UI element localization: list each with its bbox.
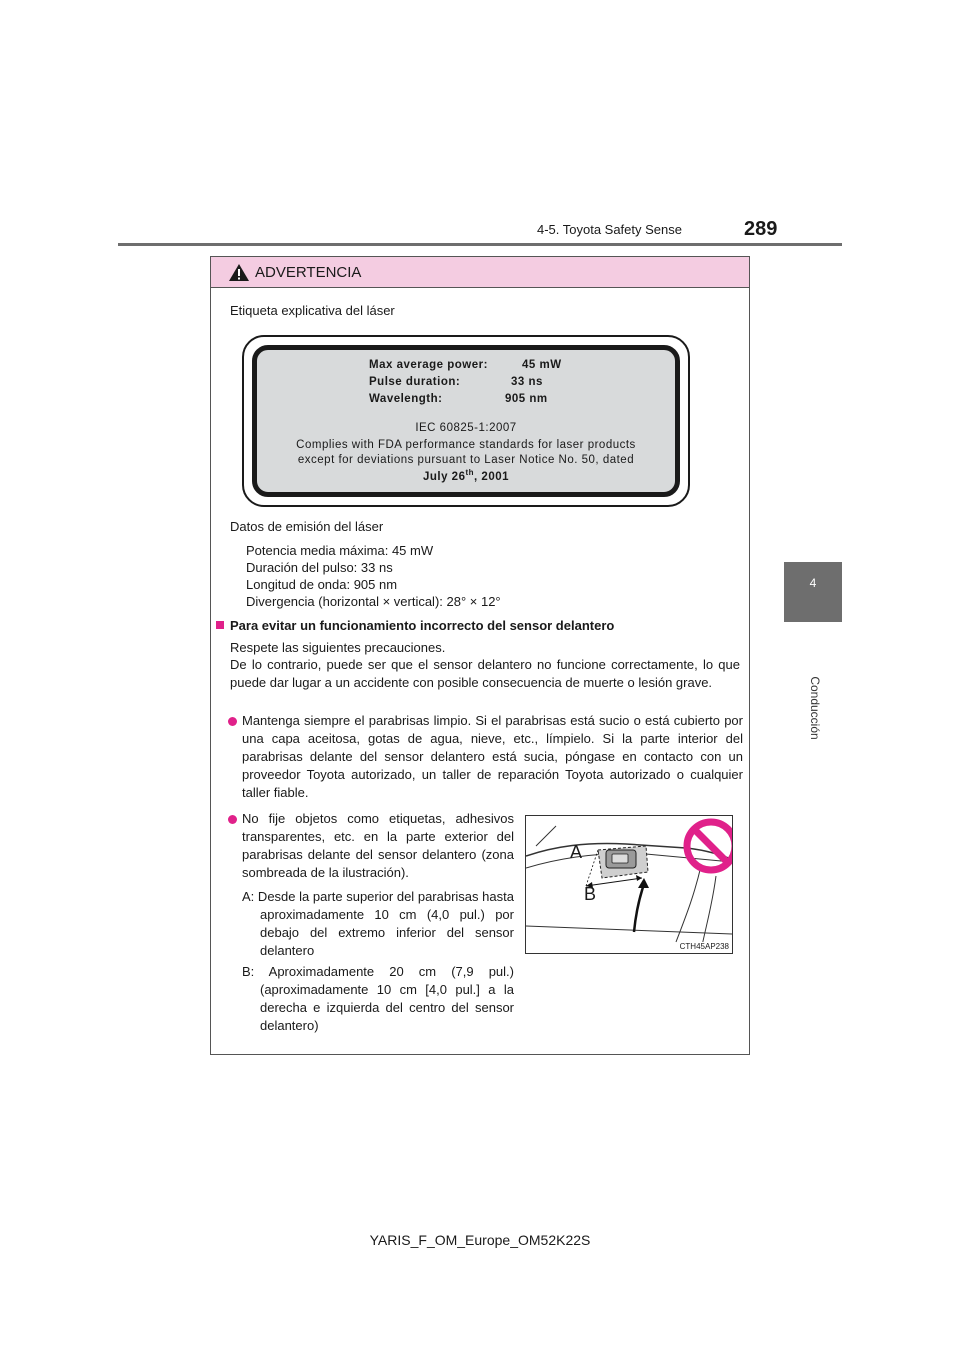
label-power-key: Max average power: [369, 359, 488, 371]
header-rule [118, 243, 842, 246]
subheading: Para evitar un funcionamiento incorrecto del sensor delantero [230, 618, 615, 633]
windshield-figure [525, 815, 733, 954]
bullet-windshield-clean: Mantenga siempre el parabrisas limpio. Si el parabrisas está sucio o está cubierto por una capa aceitosa, gotas de agua, nieve, etc., límpielo. Si la parte interior del parabrisas delante del sensor delantero está sucia, póngase en contacto con un proveedor Toyota autorizado, un taller de reparación Toyota autorizado o cualquier taller fiable. [242, 713, 743, 800]
emission-item: Longitud de onda: 905 nm [246, 577, 398, 592]
warning-box [210, 256, 750, 1055]
label-pulse-key: Pulse duration: [369, 376, 461, 388]
label-standard: IEC 60825-1:2007 [415, 422, 517, 434]
emission-item: Potencia media máxima: 45 mW [246, 543, 434, 558]
emission-item: Duración del pulso: 33 ns [246, 560, 393, 575]
label-caption: Etiqueta explicativa del láser [230, 303, 395, 318]
figure-code: CTH45AP238 [679, 942, 729, 951]
chapter-tab[interactable] [784, 562, 842, 622]
windshield-illustration [526, 816, 732, 953]
emission-title: Datos de emisión del láser [230, 519, 384, 534]
label-compliance-1: Complies with FDA performance standards for laser products [296, 439, 636, 451]
square-bullet-icon [216, 621, 224, 629]
figure-label-a: A [570, 842, 583, 862]
laser-label-inner [252, 345, 680, 497]
label-compliance-2: except for deviations pursuant to Laser Notice No. 50, dated [297, 454, 635, 466]
intro-paragraph: De lo contrario, puede ser que el sensor delantero no funcione correctamente, lo que puede dar lugar a un accidente con posible consecuencia de muerte o lesión grave. [230, 657, 740, 690]
label-pulse-value: 33 ns [511, 376, 543, 388]
section-title: 4-5. Toyota Safety Sense [536, 222, 682, 237]
chapter-name: Conducción [808, 676, 822, 740]
chapter-number: 4 [809, 576, 817, 590]
intro-line: Respete las siguientes precauciones. [230, 640, 446, 655]
round-bullet-icon [228, 717, 237, 726]
warning-triangle-icon [228, 263, 250, 282]
label-wavelength-key: Wavelength: [369, 393, 443, 405]
label-power-value: 45 mW [522, 359, 562, 371]
document-footer: YARIS_F_OM_Europe_OM52K22S [369, 1232, 591, 1248]
bullet-no-stickers: No fije objetos como etiquetas, adhesivos transparentes, etc. en la parte exterior del parabrisas delante del sensor delantero (zona sombreada de la ilustración). [242, 811, 514, 880]
warning-header [211, 257, 749, 288]
item-b: B: Aproximadamente 20 cm (7,9 pul.) (aproximadamente 10 cm [4,0 pul.] a la derecha e izquierda del centro del sensor delantero) [242, 964, 514, 1033]
emission-item: Divergencia (horizontal × vertical): 28° × 12° [246, 594, 501, 609]
page-number: 289 [744, 218, 778, 240]
label-wavelength-value: 905 nm [505, 393, 548, 405]
warning-title: ADVERTENCIA [255, 264, 362, 281]
figure-label-b: B [584, 884, 597, 904]
item-a: A: Desde la parte superior del parabrisas hasta aproximadamente 10 cm (4,0 pul.) por debajo del extremo inferior del sensor delantero [242, 889, 514, 958]
laser-label [242, 335, 690, 507]
label-date: July 26th, 2001 [422, 468, 510, 483]
round-bullet-icon [228, 815, 237, 824]
